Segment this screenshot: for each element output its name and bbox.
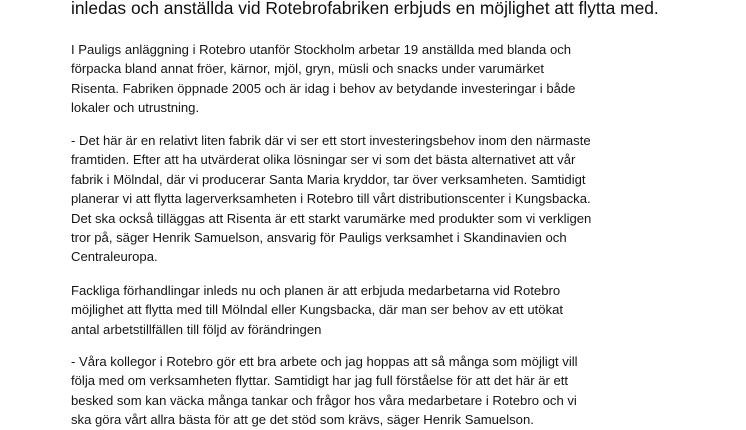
paragraph-line: möjlighet att flytta med till Mölndal eller Kungsbacka, där man ser behov av ett utökat <box>71 302 563 318</box>
paragraph-line: Fackliga förhandlingar inleds nu och planen är att erbjuda medarbetarna vid Rotebro <box>71 283 561 298</box>
paragraph-line: besked som kan väcka många tankar och frågor hos våra medarbetare i Rotebro och vi <box>71 392 577 408</box>
paragraph-line: - Våra kollegor i Rotebro gör ett bra arbete och jag hoppas att så många som möjligt vill <box>71 354 578 369</box>
paragraph-line: - Det här är en relativt liten fabrik där vi ser ett stort investeringsbehov inom den närmaste <box>71 133 591 148</box>
paragraph-line: lokaler och utrustning. <box>71 100 200 116</box>
paragraph-line: följa med om verksamheten flyttar. Samtidigt har jag full förståelse för att det här är ett <box>71 373 569 389</box>
paragraph-line: ska göra vårt allra bästa för att ge det stöd som krävs, säger Henrik Samuelson. <box>71 412 534 428</box>
paragraph-line: Risenta. Fabriken öppnade 2005 och är idag i behov av betydande investeringar i både <box>71 80 576 96</box>
paragraph-negotiations <box>71 281 563 339</box>
paragraph-quote-investment <box>71 131 591 267</box>
paragraph-line: fabrik i Mölndal, där vi producerar Santa Maria kryddor, tar över verksamheten. Samtidigt <box>71 171 586 187</box>
paragraph-line: antal arbetstillfällen till följd av förändringen <box>71 321 322 337</box>
paragraph-line: tror på, säger Henrik Samuelson, ansvarig för Pauligs verksamhet i Skandinavien och <box>71 230 567 246</box>
paragraph-line: Centraleuropa. <box>71 249 158 265</box>
paragraph-quote-colleagues <box>71 352 578 430</box>
paragraph-rotebro-facility <box>71 40 575 118</box>
paragraph-line: I Pauligs anläggning i Rotebro utanför Stockholm arbetar 19 anställda med blanda och <box>71 42 572 57</box>
paragraph-line: Det ska också tilläggas att Risenta är ett starkt varumärke med produkter som vi verkligen <box>71 210 592 226</box>
paragraph-line: förpacka bland annat fröer, kärnor, mjöl, gryn, müsli och snacks under varumärket <box>71 61 545 77</box>
paragraph-line: framtiden. Efter att ha utvärderat olika lösningar ser vi som det bästa alternativet att vår <box>71 152 576 168</box>
lead-line: inledas och anställda vid Rotebrofabriken erbjuds en möjlighet att flytta med. <box>71 0 659 18</box>
paragraph-line: planerar vi att flytta lagerverksamheten i Rotebro till vårt distributionscenter i Kungsbacka. <box>71 191 591 207</box>
